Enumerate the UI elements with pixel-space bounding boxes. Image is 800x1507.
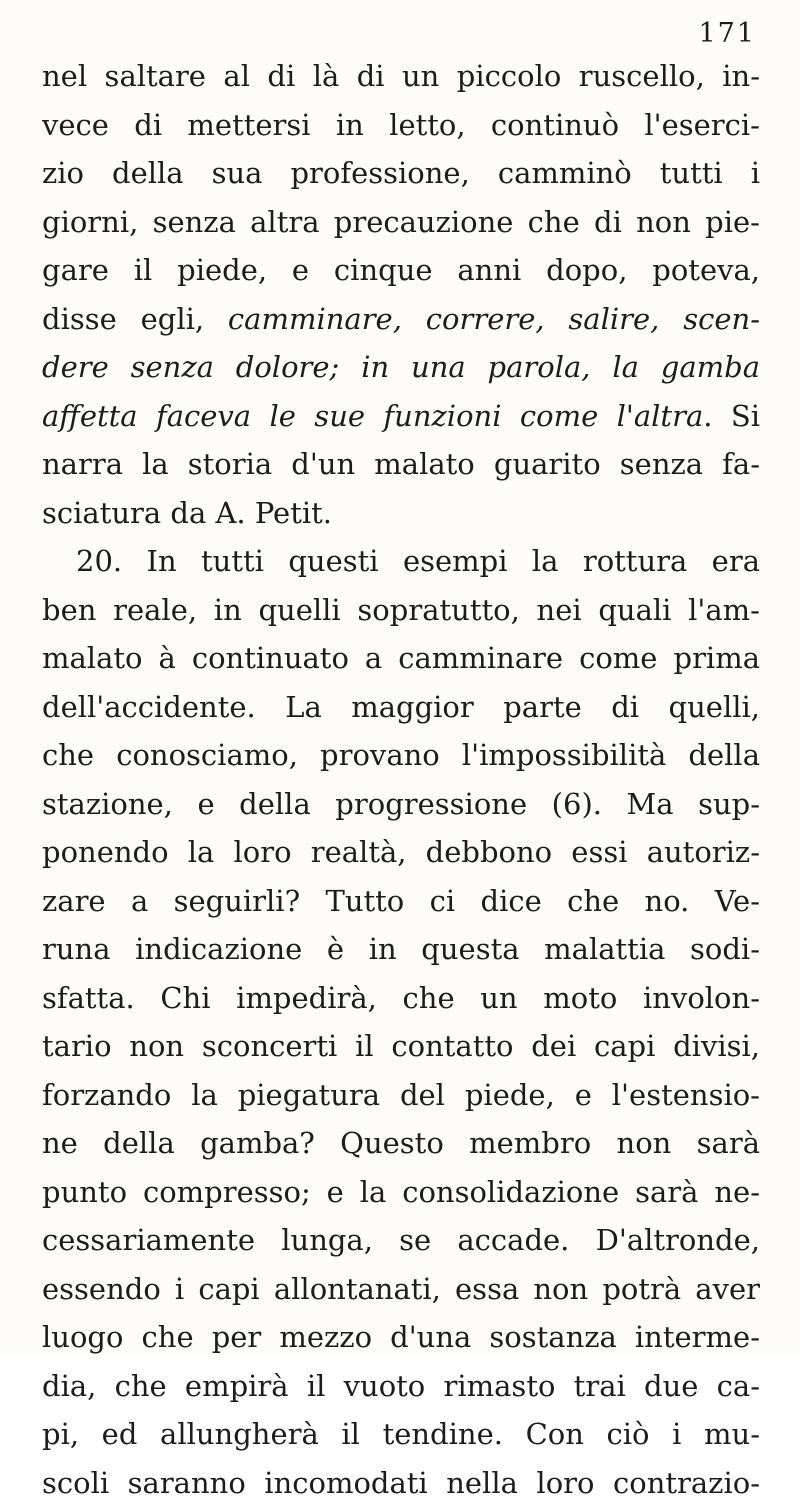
text-line: vece di mettersi in letto, continuò l'eserci- (42, 101, 760, 150)
text-line: stazione, e della progressione (6). Ma sup- (42, 780, 760, 829)
text-line: pi, ed allungherà il tendine. Con ciò i mu- (42, 1410, 760, 1459)
text-line: dell'accidente. La maggior parte di quelli, (42, 683, 760, 732)
text-line: malato à continuato a camminare come prima (42, 634, 760, 683)
body-text (42, 52, 760, 1507)
text-line: runa indicazione è in questa malattia sodi- (42, 925, 760, 974)
text-line: ben reale, in quelli sopratutto, nei quali l'am- (42, 586, 760, 635)
text-line: sciatura da A. Petit. (42, 489, 760, 538)
paragraph-start: 20. In tutti questi esempi la rottura era (42, 537, 760, 586)
text-line: ponendo la loro realtà, debbono essi autoriz- (42, 828, 760, 877)
italic-quote: affetta faceva le sue funzioni come l'altra (42, 399, 703, 433)
text-line: ne della gamba? Questo membro non sarà (42, 1119, 760, 1168)
text-line: scoli saranno incomodati nella loro contrazio- (42, 1459, 760, 1507)
text-line: punto compresso; e la consolidazione sarà ne- (42, 1168, 760, 1217)
text-line: che conosciamo, provano l'impossibilità della (42, 731, 760, 780)
italic-quote: dere senza dolore; in una parola, la gamba (42, 350, 760, 384)
text-line: dia, che empirà il vuoto rimasto trai due ca- (42, 1362, 760, 1411)
text-line: essendo i capi allontanati, essa non potrà aver (42, 1265, 760, 1314)
text-line: affetta faceva le sue funzioni come l'altra. Si (42, 392, 760, 441)
italic-quote: camminare, correre, salire, scen- (228, 302, 760, 336)
text-line (42, 343, 760, 392)
text-line: zio della sua professione, camminò tutti i (42, 149, 760, 198)
page-number: 171 (698, 18, 756, 49)
text-line: forzando la piegatura del piede, e l'estensio- (42, 1071, 760, 1120)
text-line: disse egli, camminare, correre, salire, scen- (42, 295, 760, 344)
text-line: gare il piede, e cinque anni dopo, poteva, (42, 246, 760, 295)
text-line: nel saltare al di là di un piccolo ruscello, in- (42, 52, 760, 101)
text-line: narra la storia d'un malato guarito senza fa- (42, 440, 760, 489)
text-line: sfatta. Chi impedirà, che un moto involon- (42, 974, 760, 1023)
text-line: giorni, senza altra precauzione che di non pie- (42, 198, 760, 247)
text-line: luogo che per mezzo d'una sostanza interme- (42, 1313, 760, 1362)
text-line: tario non sconcerti il contatto dei capi divisi, (42, 1022, 760, 1071)
text-line: cessariamente lunga, se accade. D'altronde, (42, 1216, 760, 1265)
text-line: zare a seguirli? Tutto ci dice che no. Ve- (42, 877, 760, 926)
